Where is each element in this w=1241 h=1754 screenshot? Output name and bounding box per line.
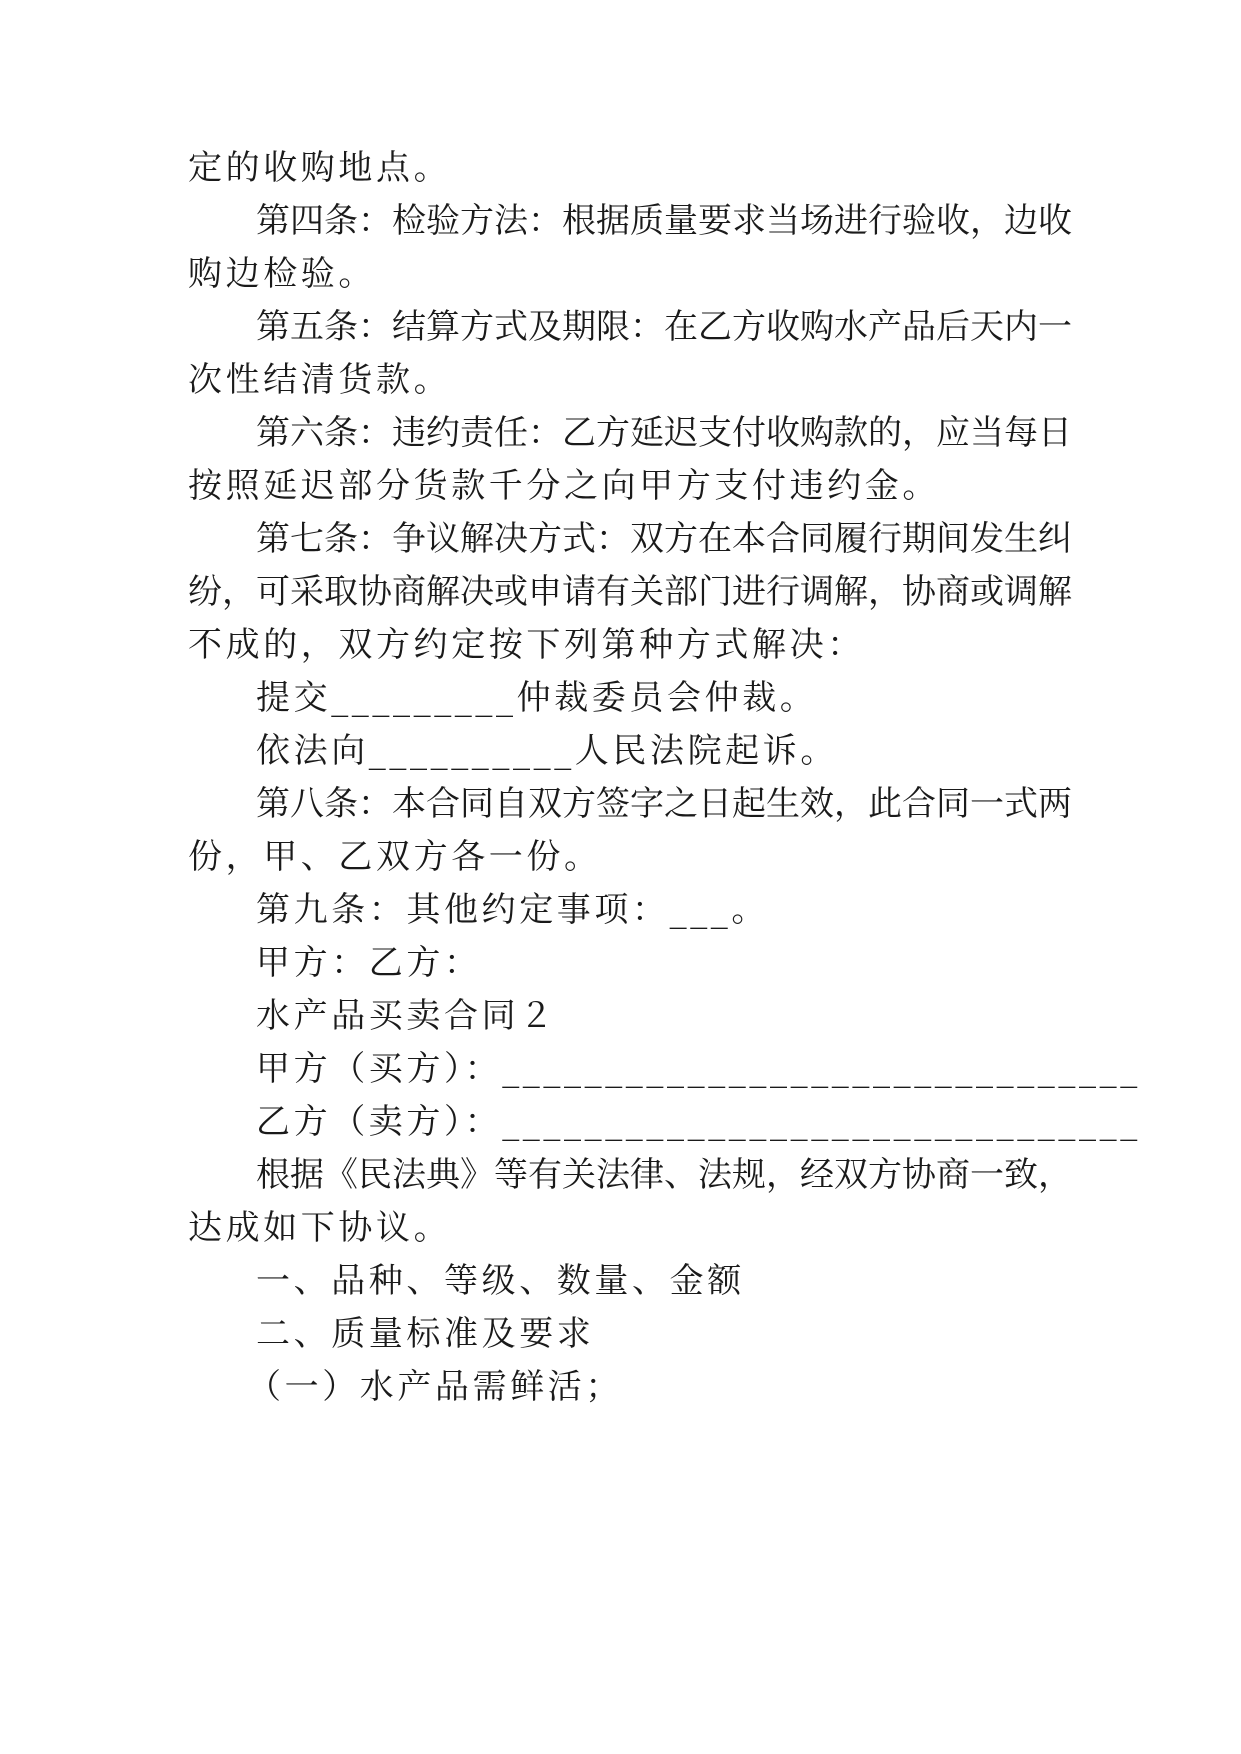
text-line: 份，甲、乙双方各一份。 xyxy=(188,837,602,877)
text-line: 第六条：违约责任：乙方延迟支付收购款的，应当每日 xyxy=(256,413,1072,453)
text-line: 第四条：检验方法：根据质量要求当场进行验收，边收 xyxy=(256,201,1072,241)
text-line: 第八条：本合同自双方签字之日起生效，此合同一式两 xyxy=(256,784,1072,824)
text-line: 根据《民法典》等有关法律、法规，经双方协商一致， xyxy=(256,1155,1072,1195)
text-line: 第七条：争议解决方式：双方在本合同履行期间发生纠 xyxy=(256,519,1072,559)
section-heading: 一、品种、等级、数量、金额 xyxy=(256,1261,745,1301)
text-line: 第五条：结算方式及期限：在乙方收购水产品后天内一 xyxy=(256,307,1072,347)
text-line: （一）水产品需鲜活； xyxy=(247,1367,623,1407)
party-a-line: 甲方（买方）：_______________________________ xyxy=(256,1049,1141,1089)
text-line: 甲方：乙方： xyxy=(256,943,482,983)
text-line: 不成的，双方约定按下列第种方式解决： xyxy=(188,625,865,665)
text-line: 提交_________仲裁委员会仲裁。 xyxy=(256,678,818,718)
text-line: 购边检验。 xyxy=(188,254,376,294)
text-line: 第九条：其他约定事项：___。 xyxy=(256,890,769,930)
section-heading: 二、质量标准及要求 xyxy=(256,1314,595,1354)
text-line: 依法向__________人民法院起诉。 xyxy=(256,731,838,771)
text-line: 按照延迟部分货款千分之向甲方支付违约金。 xyxy=(188,466,940,506)
text-line: 定的收购地点。 xyxy=(188,148,452,188)
party-b-line: 乙方（卖方）：_______________________________ xyxy=(256,1102,1141,1142)
text-line: 次性结清货款。 xyxy=(188,360,452,400)
contract-title: 水产品买卖合同２ xyxy=(256,996,557,1036)
text-line: 纷，可采取协商解决或申请有关部门进行调解，协商或调解 xyxy=(188,572,1072,612)
text-line: 达成如下协议。 xyxy=(188,1208,452,1248)
